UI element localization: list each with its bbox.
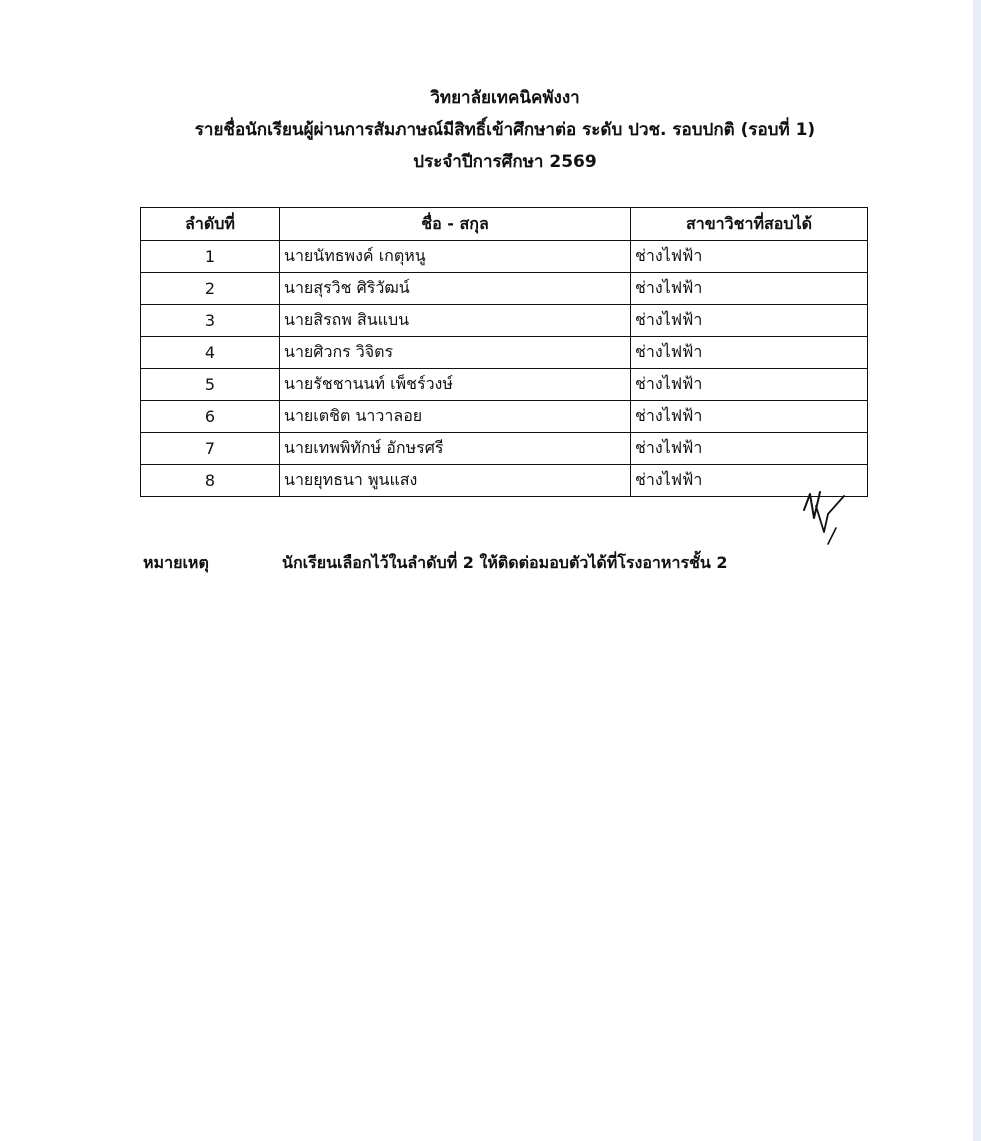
table-row [141, 433, 868, 465]
row-no: 7 [141, 433, 280, 465]
row-name: นายรัชชานนท์ เพ็ชร์วงษ์ [280, 369, 631, 401]
row-name: นายศิวกร วิจิตร [280, 337, 631, 369]
row-major: ช่างไฟฟ้า [631, 433, 868, 465]
row-name: นายเตชิต นาวาลอย [280, 401, 631, 433]
table-row [141, 369, 868, 401]
row-name: นายสุรวิช ศิริวัฒน์ [280, 273, 631, 305]
row-name: นายนัทธพงค์ เกตุหนู [280, 241, 631, 273]
row-major: ช่างไฟฟ้า [631, 369, 868, 401]
header-name: ชื่อ - สกุล [280, 208, 631, 241]
row-name: นายสิรถพ สินแบน [280, 305, 631, 337]
academic-year: ประจำปีการศึกษา 2569 [413, 152, 597, 172]
row-no: 2 [141, 273, 280, 305]
table-row [141, 305, 868, 337]
handwritten-signature [798, 488, 850, 546]
table-row [141, 465, 868, 497]
student-roster-table [140, 207, 868, 497]
table-row [141, 273, 868, 305]
row-major: ช่างไฟฟ้า [631, 241, 868, 273]
table-row [141, 241, 868, 273]
row-no: 6 [141, 401, 280, 433]
row-no: 4 [141, 337, 280, 369]
document-title: รายชื่อนักเรียนผู้ผ่านการสัมภาษณ์มีสิทธิ์เข้าศึกษาต่อ ระดับ ปวช. รอบปกติ (รอบที่ 1) [194, 120, 816, 140]
header-major: สาขาวิชาที่สอบได้ [631, 208, 868, 241]
remark-text: นักเรียนเลือกไว้ในลำดับที่ 2 ให้ติดต่อมอบตัวได้ที่โรงอาหารชั้น 2 [282, 553, 728, 572]
table-row [141, 337, 868, 369]
row-no: 5 [141, 369, 280, 401]
row-no: 3 [141, 305, 280, 337]
row-major: ช่างไฟฟ้า [631, 337, 868, 369]
row-major: ช่างไฟฟ้า [631, 465, 868, 497]
header-no: ลำดับที่ [141, 208, 280, 241]
viewer-edge [973, 0, 981, 1141]
table-header-row [141, 208, 868, 241]
row-no: 8 [141, 465, 280, 497]
row-major: ช่างไฟฟ้า [631, 305, 868, 337]
college-name: วิทยาลัยเทคนิคพังงา [430, 88, 580, 108]
table-row [141, 401, 868, 433]
row-name: นายยุทธนา พูนแสง [280, 465, 631, 497]
remark-label: หมายเหตุ [143, 553, 209, 572]
document-header [0, 82, 981, 178]
row-name: นายเทพพิทักษ์ อักษรศรี [280, 433, 631, 465]
row-no: 1 [141, 241, 280, 273]
row-major: ช่างไฟฟ้า [631, 401, 868, 433]
row-major: ช่างไฟฟ้า [631, 273, 868, 305]
